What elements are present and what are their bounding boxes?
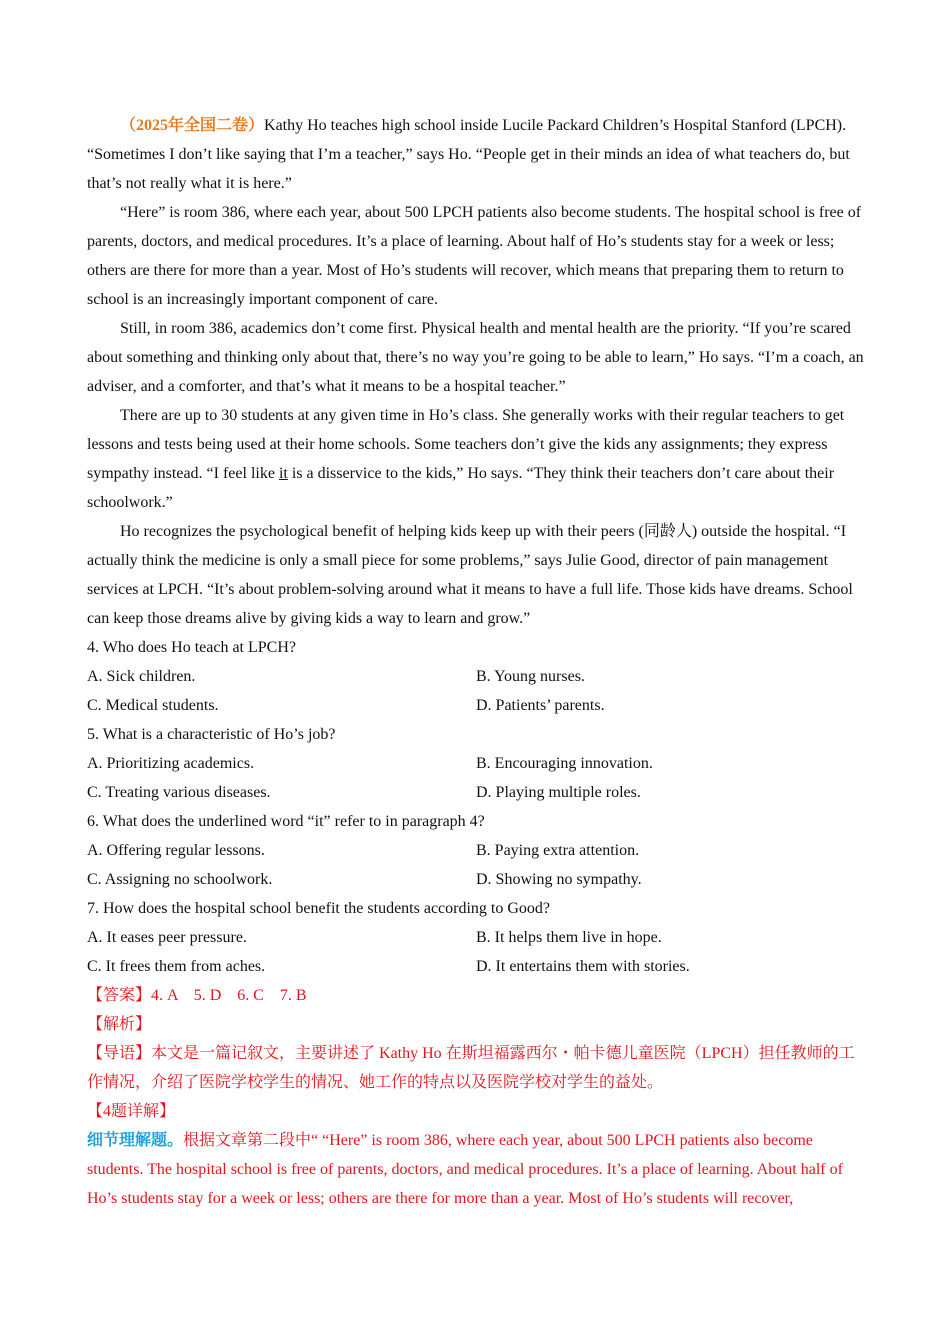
option-d: D. Playing multiple roles. [476,784,641,801]
passage-p1-text: Kathy Ho teaches high school inside Lucile Packard Children’s Hospital Stanford (LPCH). “Sometimes I don’t like saying that I’m a teacher,” says Ho. “People get in their minds an idea of what teachers do, but that’s not really what it is here.” [87,117,850,192]
p4-text-after: is a disservice to the kids,” Ho says. “They think their teachers don’t care about their schoolwork.” [87,465,835,511]
question-type: 细节理解题。 [87,1132,184,1149]
answer-label: 【答案】 [87,987,152,1004]
option-a: A. Offering regular lessons. [87,842,265,859]
option-b: B. Encouraging innovation. [476,755,653,772]
question-4 [87,633,865,720]
question-stem: 4. Who does Ho teach at LPCH? [87,639,296,656]
source-tag: （2025年全国二卷） [120,117,265,134]
q4-detail-label: 【4题详解】 [87,1103,176,1120]
p4-text-before: There are up to 30 students at any given time in Ho’s class. She generally works with their regular teachers to get lessons and tests being used at their home schools. Some teachers don’t give the kids any assignments; they express sympathy instead. “I feel like [87,407,845,482]
document-page [87,111,865,1213]
option-c: C. Medical students. [87,697,219,714]
option-d: D. Showing no sympathy. [476,871,642,888]
answer-text: 4. A 5. D 6. C 7. B [151,987,307,1004]
underlined-word: it [278,465,288,482]
option-a: A. Sick children. [87,668,196,685]
q4-detail-text: 根据文章第二段中“ “Here” is room 386, where each year, about 500 LPCH patients also become students. The hospital school is free of parents, doctors, and medical procedures. It’s a place of learning. About half of Ho’s students stay for a week or less; others are there for more than a year. Most of Ho’s students will recover, [87,1132,843,1207]
intro-text: 本文是一篇记叙文，主要讲述了 Kathy Ho 在斯坦福露西尔・帕卡德儿童医院（LPCH）担任教师的工作情况，介绍了医院学校学生的情况、她工作的特点以及医院学校对学生的益处。 [87,1045,855,1091]
option-a: A. Prioritizing academics. [87,755,255,772]
intro-paragraph [87,1039,865,1097]
option-a: A. It eases peer pressure. [87,929,247,946]
question-6 [87,807,865,894]
option-d: D. Patients’ parents. [476,697,605,714]
question-5 [87,720,865,807]
option-c: C. Treating various diseases. [87,784,271,801]
option-d: D. It entertains them with stories. [476,958,690,975]
option-c: C. Assigning no schoolwork. [87,871,273,888]
passage-paragraph-5: Ho recognizes the psychological benefit of helping kids keep up with their peers (同龄人) outside the hospital. “I actually think the medicine is only a small piece for some problems,” says Julie Good, director of pain management services at LPCH. “It’s about problem-solving around what it means to have a full life. Those kids have dreams. School can keep those dreams alive by giving kids a way to learn and grow.” [87,523,853,627]
question-stem: 7. How does the hospital school benefit the students according to Good? [87,900,551,917]
passage-paragraph-3: Still, in room 386, academics don’t come first. Physical health and mental health are the priority. “If you’re scared about something and thinking only about that, there’s no way you’re going to be able to learn,” Ho says. “I’m a coach, an adviser, and a comforter, and that’s what it means to be a hospital teacher.” [87,320,864,395]
answer-line [87,981,865,1010]
analysis-label: 【解析】 [87,1016,152,1033]
option-b: B. Young nurses. [476,668,585,685]
passage-paragraph-1 [87,111,865,198]
question-7 [87,894,865,981]
question-stem: 6. What does the underlined word “it” refer to in paragraph 4? [87,813,485,830]
intro-label: 【导语】 [87,1045,152,1062]
passage-paragraph-4 [87,401,865,517]
option-b: B. Paying extra attention. [476,842,640,859]
option-b: B. It helps them live in hope. [476,929,662,946]
question-stem: 5. What is a characteristic of Ho’s job? [87,726,336,743]
option-c: C. It frees them from aches. [87,958,266,975]
q4-detail-paragraph [87,1126,865,1213]
passage-paragraph-2: “Here” is room 386, where each year, about 500 LPCH patients also become students. The hospital school is free of parents, doctors, and medical procedures. It’s a place of learning. About half of Ho’s students stay for a week or less; others are there for more than a year. Most of Ho’s students will recover, which means that preparing them to return to school is an increasingly important component of care. [87,204,862,308]
